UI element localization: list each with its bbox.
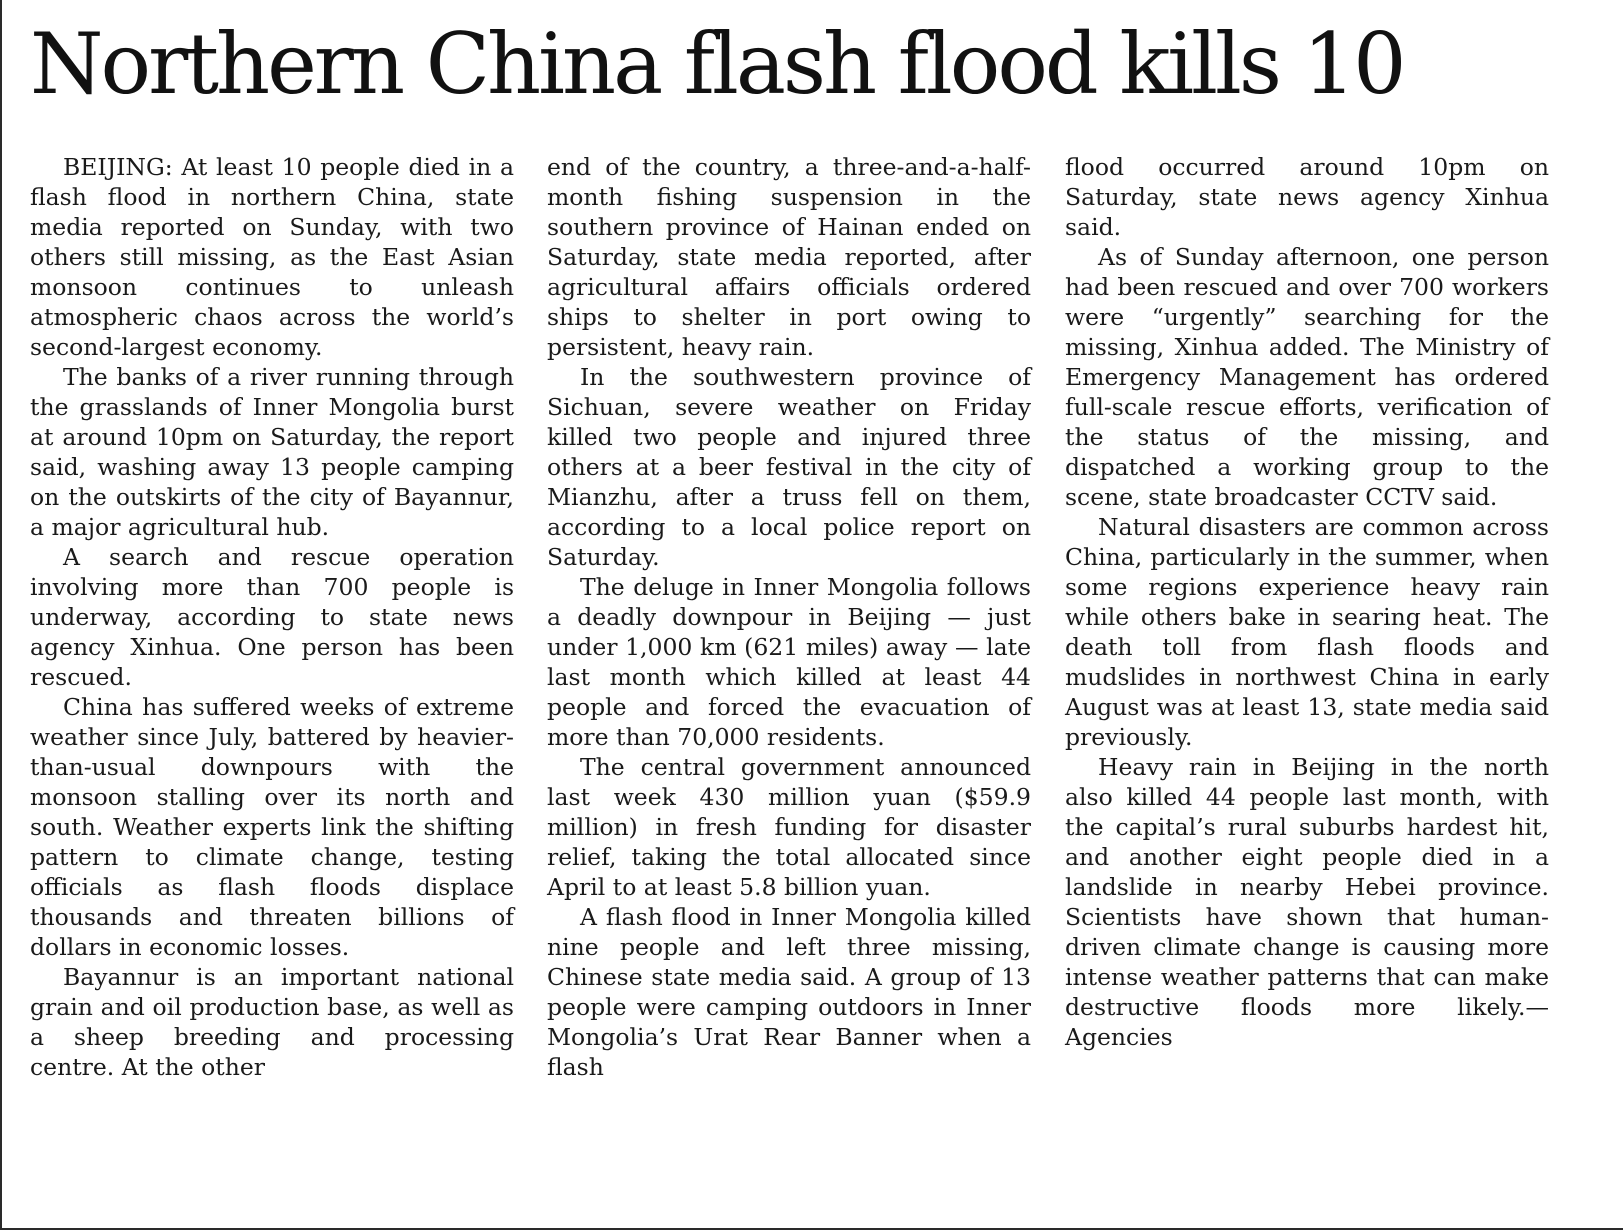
article-column-1 [30, 152, 514, 1082]
paragraph: Heavy rain in Beijing in the north also killed 44 people last month, with the capital’s rural suburbs hardest hit, and another eight people died in a landslide in nearby Hebei province. Scientists have shown that human-driven climate change is causing more intense weather patterns that can make destructive floods more likely.—Agencies [1065, 753, 1549, 1051]
paragraph: The banks of a river running through the grasslands of Inner Mongolia burst at around 10pm on Saturday, the report said, washing away 13 people camping on the outskirts of the city of Bayannur, a major agricultural hub. [30, 363, 514, 541]
headline: Northern China flash flood kills 10 [30, 15, 1404, 113]
paragraph: A search and rescue operation involving more than 700 people is underway, according to state news agency Xinhua. One person has been rescued. [30, 543, 514, 691]
paragraph: As of Sunday afternoon, one person had been rescued and over 700 workers were “urgently” searching for the missing, Xinhua added. The Ministry of Emergency Management has ordered full-scale rescue efforts, verification of the status of the missing, and dispatched a working group to the scene, state broadcaster CCTV said. [1065, 243, 1549, 511]
article-column-2 [547, 152, 1031, 1082]
paragraph-continuation: end of the country, a three-and-a-half-month fishing suspension in the southern province of Hainan ended on Saturday, state media reported, after agricultural affairs officials ordered ships to shelter in port owing to persistent, heavy rain. [547, 153, 1031, 361]
paragraph: Bayannur is an important national grain and oil production base, as well as a sheep breeding and processing centre. At the other [30, 963, 514, 1081]
paragraph: In the southwestern province of Sichuan, severe weather on Friday killed two people and injured three others at a beer festival in the city of Mianzhu, after a truss fell on them, according to a local police report on Saturday. [547, 363, 1031, 571]
paragraph: Natural disasters are common across China, particularly in the summer, when some regions experience heavy rain while others bake in searing heat. The death toll from flash floods and mudslides in northwest China in early August was at least 13, state media said previously. [1065, 513, 1549, 751]
article-column-3 [1065, 152, 1549, 1052]
paragraph: The central government announced last week 430 million yuan ($59.9 million) in fresh funding for disaster relief, taking the total allocated since April to at least 5.8 billion yuan. [547, 753, 1031, 901]
paragraph: A flash flood in Inner Mongolia killed nine people and left three missing, Chinese state media said. A group of 13 people were camping outdoors in Inner Mongolia’s Urat Rear Banner when a flash [547, 903, 1031, 1081]
paragraph: China has suffered weeks of extreme weather since July, battered by heavier-than-usual downpours with the monsoon stalling over its north and south. Weather experts link the shifting pattern to climate change, testing officials as flash floods displace thousands and threaten billions of dollars in economic losses. [30, 693, 514, 961]
paragraph-continuation: flood occurred around 10pm on Saturday, state news agency Xinhua said. [1065, 153, 1549, 241]
paragraph: BEIJING: At least 10 people died in a flash flood in northern China, state media reported on Sunday, with two others still missing, as the East Asian monsoon continues to unleash atmospheric chaos across the world’s second-largest economy. [30, 153, 514, 361]
paragraph: The deluge in Inner Mongolia follows a deadly downpour in Beijing — just under 1,000 km (621 miles) away — late last month which killed at least 44 people and forced the evacuation of more than 70,000 residents. [547, 573, 1031, 751]
